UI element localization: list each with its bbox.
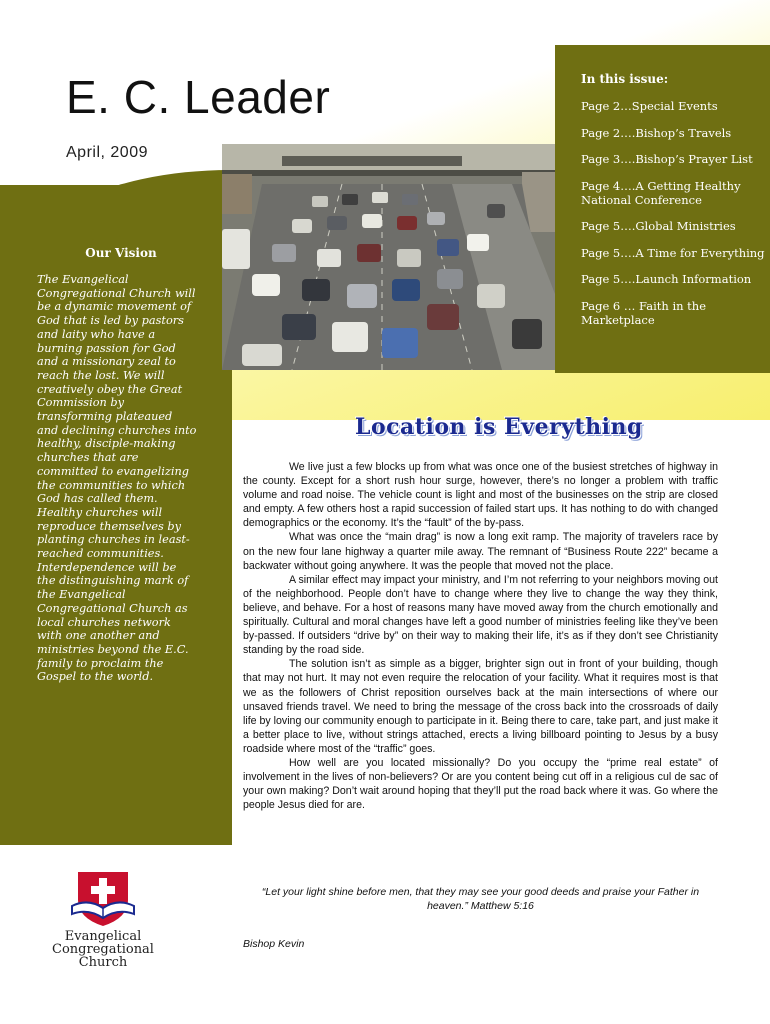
logo-line-3: Church — [78, 955, 128, 970]
logo-emblem — [48, 868, 158, 928]
scripture-quote: “Let your light shine before men, that they may see your good deeds and praise your Father in heaven.” Matthew 5:16 — [261, 886, 700, 912]
in-this-issue-box — [555, 45, 770, 373]
issue-item: Page 5….Launch Information — [581, 272, 752, 286]
in-this-issue-heading: In this issue: — [581, 72, 669, 86]
newsletter-title: E. C. Leader — [66, 71, 331, 123]
article-paragraph: What was once the “main drag” is now a long exit ramp. The majority of travelers race by on the new four lane highway a quarter mile away. The remnant of “Business Route 222” became a backwater without going anywhere. It was the people that moved not the place. — [243, 531, 718, 572]
article-paragraph: The solution isn’t as simple as a bigger, brighter sign out in front of your building, though that may not hurt. It may not even require the relocation of your facility. What it requires most is that we as the followers of Christ reposition ourselves back at the main intersections of where our unsaved friends travel. We need to bring the message of the cross back into the crossroads of daily life by loving our community enough to participate in it. Being there to care, take part, and just make it a better place to live, without strings attached, erects a living billboard pointing to Jesus by a busy roadside where most of the “traffic” goes. — [243, 658, 718, 755]
logo-wordmark — [40, 930, 166, 969]
logo-line-1: Evangelical — [64, 929, 142, 944]
author-signature: Bishop Kevin — [243, 938, 305, 950]
article-paragraph: We live just a few blocks up from what was once one of the busiest stretches of highway in the county. Except for a short rush hour surge, however, there’s no longer a problem with traffic volume and road noise. The vehicle count is light and most of the businesses on the strip are closed and empty. A few others host a rapid succession of failed start ups. It has nothing to do with changed demographics or the economy. It’s the “fault” of the by-pass. — [243, 461, 718, 530]
issue-item: Page 2…Special Events — [581, 99, 718, 113]
vision-statement: The Evangelical Congregational Church will be a dynamic movement of God that is led by pastors and laity who have a burning passion for God and a missionary zeal to reach the lost. We will creatively obey the Great Commission by transforming plateaued and declining churches into healthy, disciple-making churches that are committed to evangelizing the communities to which God has called them. Healthy churches will reproduce themselves by planting churches in least-reached communities. Interdependence will be the distinguishing mark of the Evangelical Congregational Church as local churches network with one another and ministries beyond the E.C. family to proclaim the Gospel to the world. — [37, 273, 197, 684]
highway-photo-graphic — [222, 144, 555, 370]
logo-line-2: Congregational — [52, 942, 154, 957]
highway-traffic-photo — [222, 144, 555, 370]
article-paragraph: How well are you located missionally? Do you occupy the “prime real estate” of involvement in the lives of non-believers? Or are you content being cut off in a religious cul de sac of your own making? Don’t wait around hoping that they’ll put the road back where it was. Go where the people Jesus died for are. — [243, 756, 718, 812]
issue-item: Page 5….A Time for Everything — [581, 245, 765, 260]
issue-item: Page 6 … Faith in the Marketplace — [581, 298, 707, 327]
issue-date: April, 2009 — [66, 144, 148, 161]
issue-item: Page 3….Bishop’s Prayer List — [581, 152, 753, 166]
article-paragraph: A similar effect may impact your ministry, and I’m not referring to your neighbors moving out of the neighborhood. People don’t have to change where they live to change the way they think, believe, and behave. For a host of reasons many have moved away from the church emotionally and spiritually. Cultural and moral changes have left a good number of ministries feeling like they’ve been by-passed. If outsiders “drive by” on their way to making their life, it’s as if they don’t see Christianity standing by the road side. — [243, 573, 718, 657]
issue-item: Page 2….Bishop’s Travels — [581, 125, 732, 140]
issue-item: Page 5….Global Ministries — [581, 219, 736, 233]
article-headline: Location is Everything — [355, 414, 643, 440]
article-body — [243, 460, 718, 812]
vision-heading: Our Vision — [85, 246, 157, 260]
issue-contents-list — [581, 99, 767, 339]
issue-item: Page 4….A Getting Healthy National Conference — [581, 178, 741, 207]
